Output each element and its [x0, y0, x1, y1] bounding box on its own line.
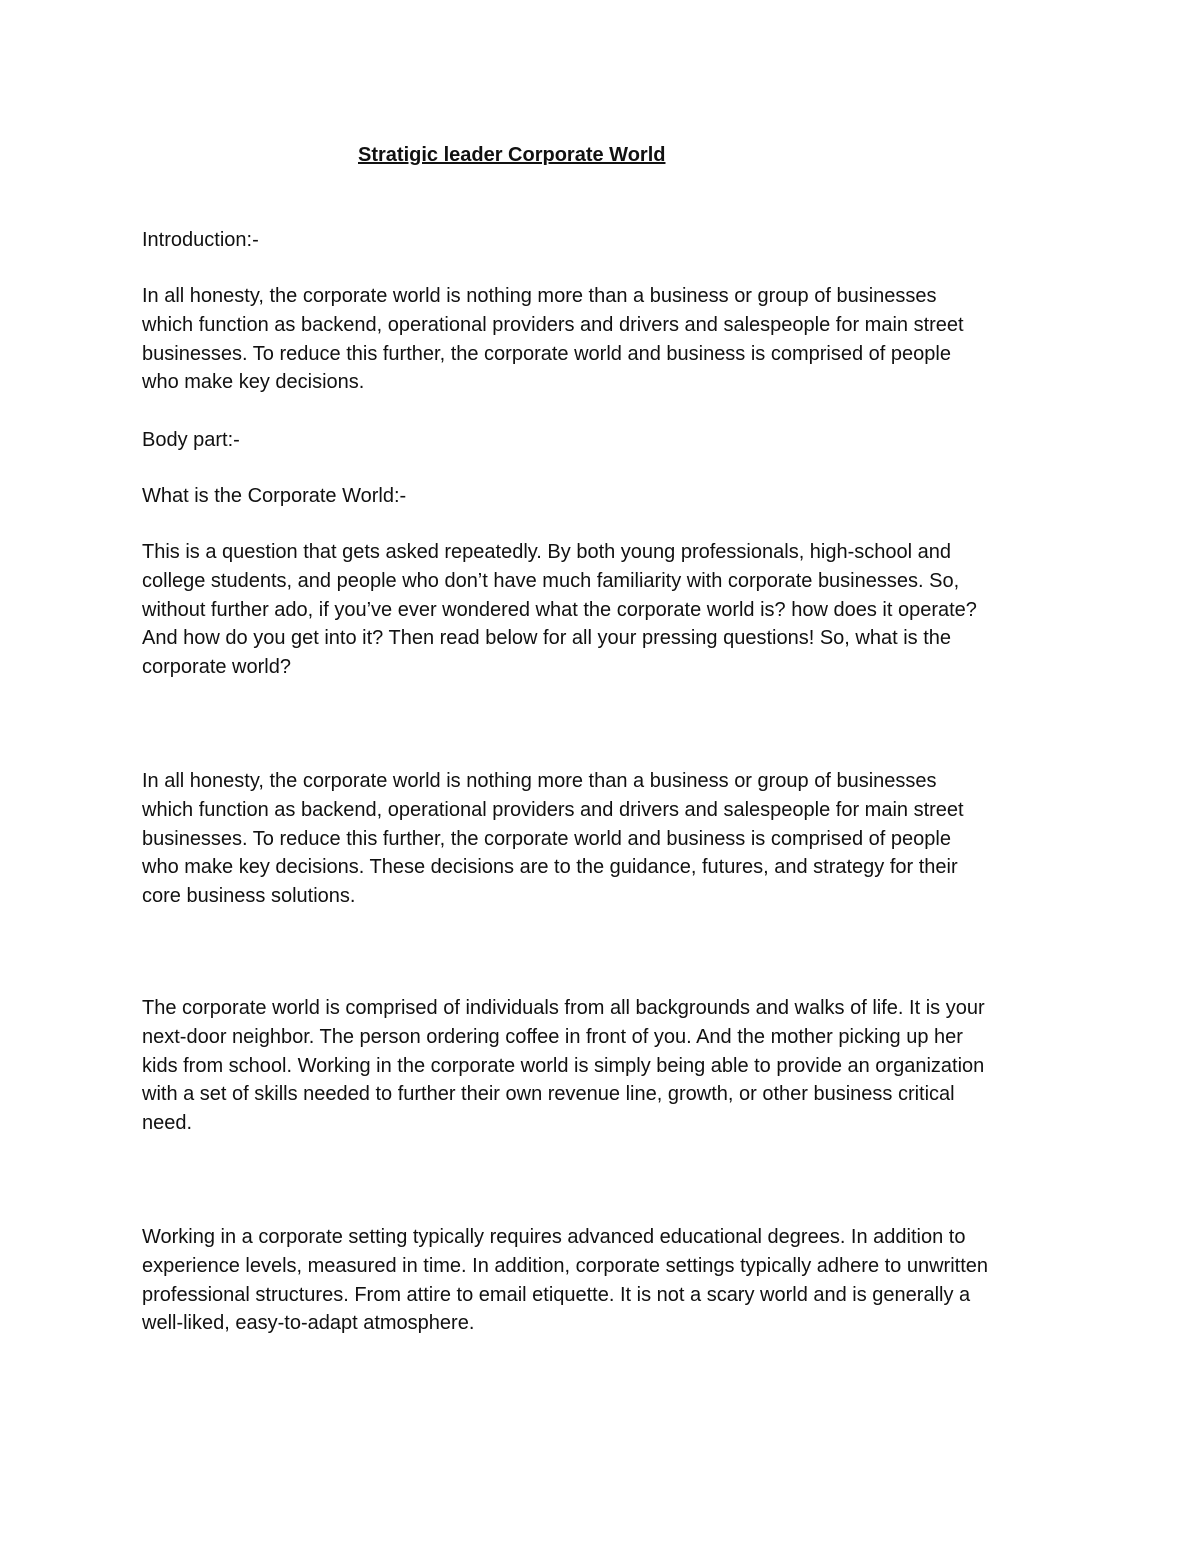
paragraph-line: core business solutions.	[142, 885, 356, 908]
paragraph-line: well-liked, easy-to-adapt atmosphere.	[142, 1312, 475, 1335]
intro-paragraph	[142, 282, 1082, 397]
paragraph-line: college students, and people who don’t have much familiarity with corporate businesses. So,	[142, 569, 960, 592]
paragraph-line: The corporate world is comprised of individuals from all backgrounds and walks of life. It is your	[142, 997, 985, 1019]
paragraph-4	[142, 1223, 1082, 1338]
paragraph-line: corporate world?	[142, 656, 291, 679]
paragraph-3	[142, 994, 1082, 1138]
paragraph-line: Working in a corporate setting typically requires advanced educational degrees. In addition to	[142, 1226, 966, 1248]
introduction-heading	[142, 226, 1082, 255]
document-title: Stratigic leader Corporate World	[358, 144, 666, 166]
paragraph-line: In all honesty, the corporate world is nothing more than a business or group of businesses	[142, 285, 937, 307]
paragraph-line: businesses. To reduce this further, the corporate world and business is comprised of people	[142, 827, 951, 850]
paragraph-line: professional structures. From attire to email etiquette. It is not a scary world and is generally a	[142, 1283, 971, 1306]
paragraph-line: who make key decisions.	[142, 371, 365, 394]
paragraph-line: with a set of skills needed to further their own revenue line, growth, or other business critical	[142, 1083, 955, 1106]
section-heading-text: What is the Corporate World:-	[142, 485, 407, 507]
paragraph-line: which function as backend, operational providers and drivers and salespeople for main street	[142, 798, 964, 821]
paragraph-1	[142, 538, 1082, 682]
paragraph-line: And how do you get into it? Then read below for all your pressing questions! So, what is the	[142, 627, 952, 650]
paragraph-line: In all honesty, the corporate world is nothing more than a business or group of businesses	[142, 770, 937, 792]
body-heading-text: Body part:-	[142, 429, 240, 451]
paragraph-2	[142, 767, 1082, 911]
paragraph-line: experience levels, measured in time. In addition, corporate settings typically adhere to unwritten	[142, 1254, 989, 1277]
introduction-heading-text: Introduction:-	[142, 229, 259, 251]
paragraph-line: This is a question that gets asked repeatedly. By both young professionals, high-school and	[142, 541, 952, 563]
paragraph-line: without further ado, if you’ve ever wondered what the corporate world is? how does it operate?	[142, 598, 977, 621]
paragraph-line: need.	[142, 1112, 193, 1135]
paragraph-line: next-door neighbor. The person ordering coffee in front of you. And the mother picking up her	[142, 1025, 963, 1048]
body-heading	[142, 426, 1082, 455]
paragraph-line: which function as backend, operational providers and drivers and salespeople for main street	[142, 313, 964, 336]
paragraph-line: businesses. To reduce this further, the corporate world and business is comprised of people	[142, 342, 951, 365]
paragraph-line: kids from school. Working in the corporate world is simply being able to provide an organization	[142, 1054, 985, 1077]
paragraph-line: who make key decisions. These decisions are to the guidance, futures, and strategy for their	[142, 856, 958, 879]
section-heading	[142, 482, 1082, 511]
